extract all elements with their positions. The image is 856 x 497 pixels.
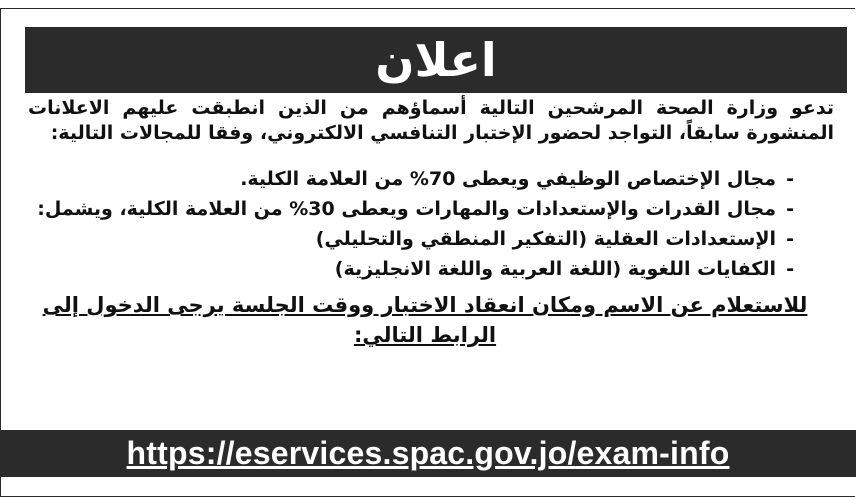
list-item bbox=[28, 164, 794, 194]
bullet-dash: - bbox=[786, 168, 794, 190]
fields-list bbox=[28, 164, 834, 284]
list-item-text: مجال الإختصاص الوظيفي ويعطى 70% من العلامة الكلية. bbox=[240, 168, 776, 190]
list-item-text: الكفايات اللغوية (اللغة العربية واللغة الانجليزية) bbox=[334, 258, 776, 280]
list-item-text: مجال القدرات والإستعدادات والمهارات ويعطى 30% من العلامة الكلية، ويشمل: bbox=[37, 198, 776, 220]
bullet-dash: - bbox=[786, 258, 794, 280]
list-item bbox=[28, 224, 794, 254]
title-banner bbox=[25, 27, 847, 93]
inquiry-line-2: الرابط التالي: bbox=[353, 323, 497, 347]
bullet-dash: - bbox=[786, 228, 794, 250]
bullet-dash: - bbox=[786, 198, 794, 220]
list-item-text: الإستعدادات العقلية (التفكير المنطقي والتحليلي) bbox=[315, 228, 776, 250]
announcement-body bbox=[28, 96, 834, 350]
inquiry-line-1: للاستعلام عن الاسم ومكان انعقاد الاختبار ووقت الجلسة يرجى الدخول إلى bbox=[42, 293, 808, 317]
list-item bbox=[28, 194, 794, 224]
link-banner bbox=[0, 430, 856, 477]
inquiry-text bbox=[28, 290, 822, 350]
intro-paragraph: تدعو وزارة الصحة المرشحين التالية أسماؤهم من الذين انطبقت عليهم الاعلانات المنشورة سابقاً، التواجد لحضور الإختبار التنافسي الالكتروني، وفقا للمجالات التالية: bbox=[28, 97, 834, 144]
announcement-title: اعلان bbox=[375, 33, 497, 87]
exam-info-link[interactable]: https://eservices.spac.gov.jo/exam-info bbox=[126, 435, 730, 471]
list-item bbox=[28, 254, 794, 284]
